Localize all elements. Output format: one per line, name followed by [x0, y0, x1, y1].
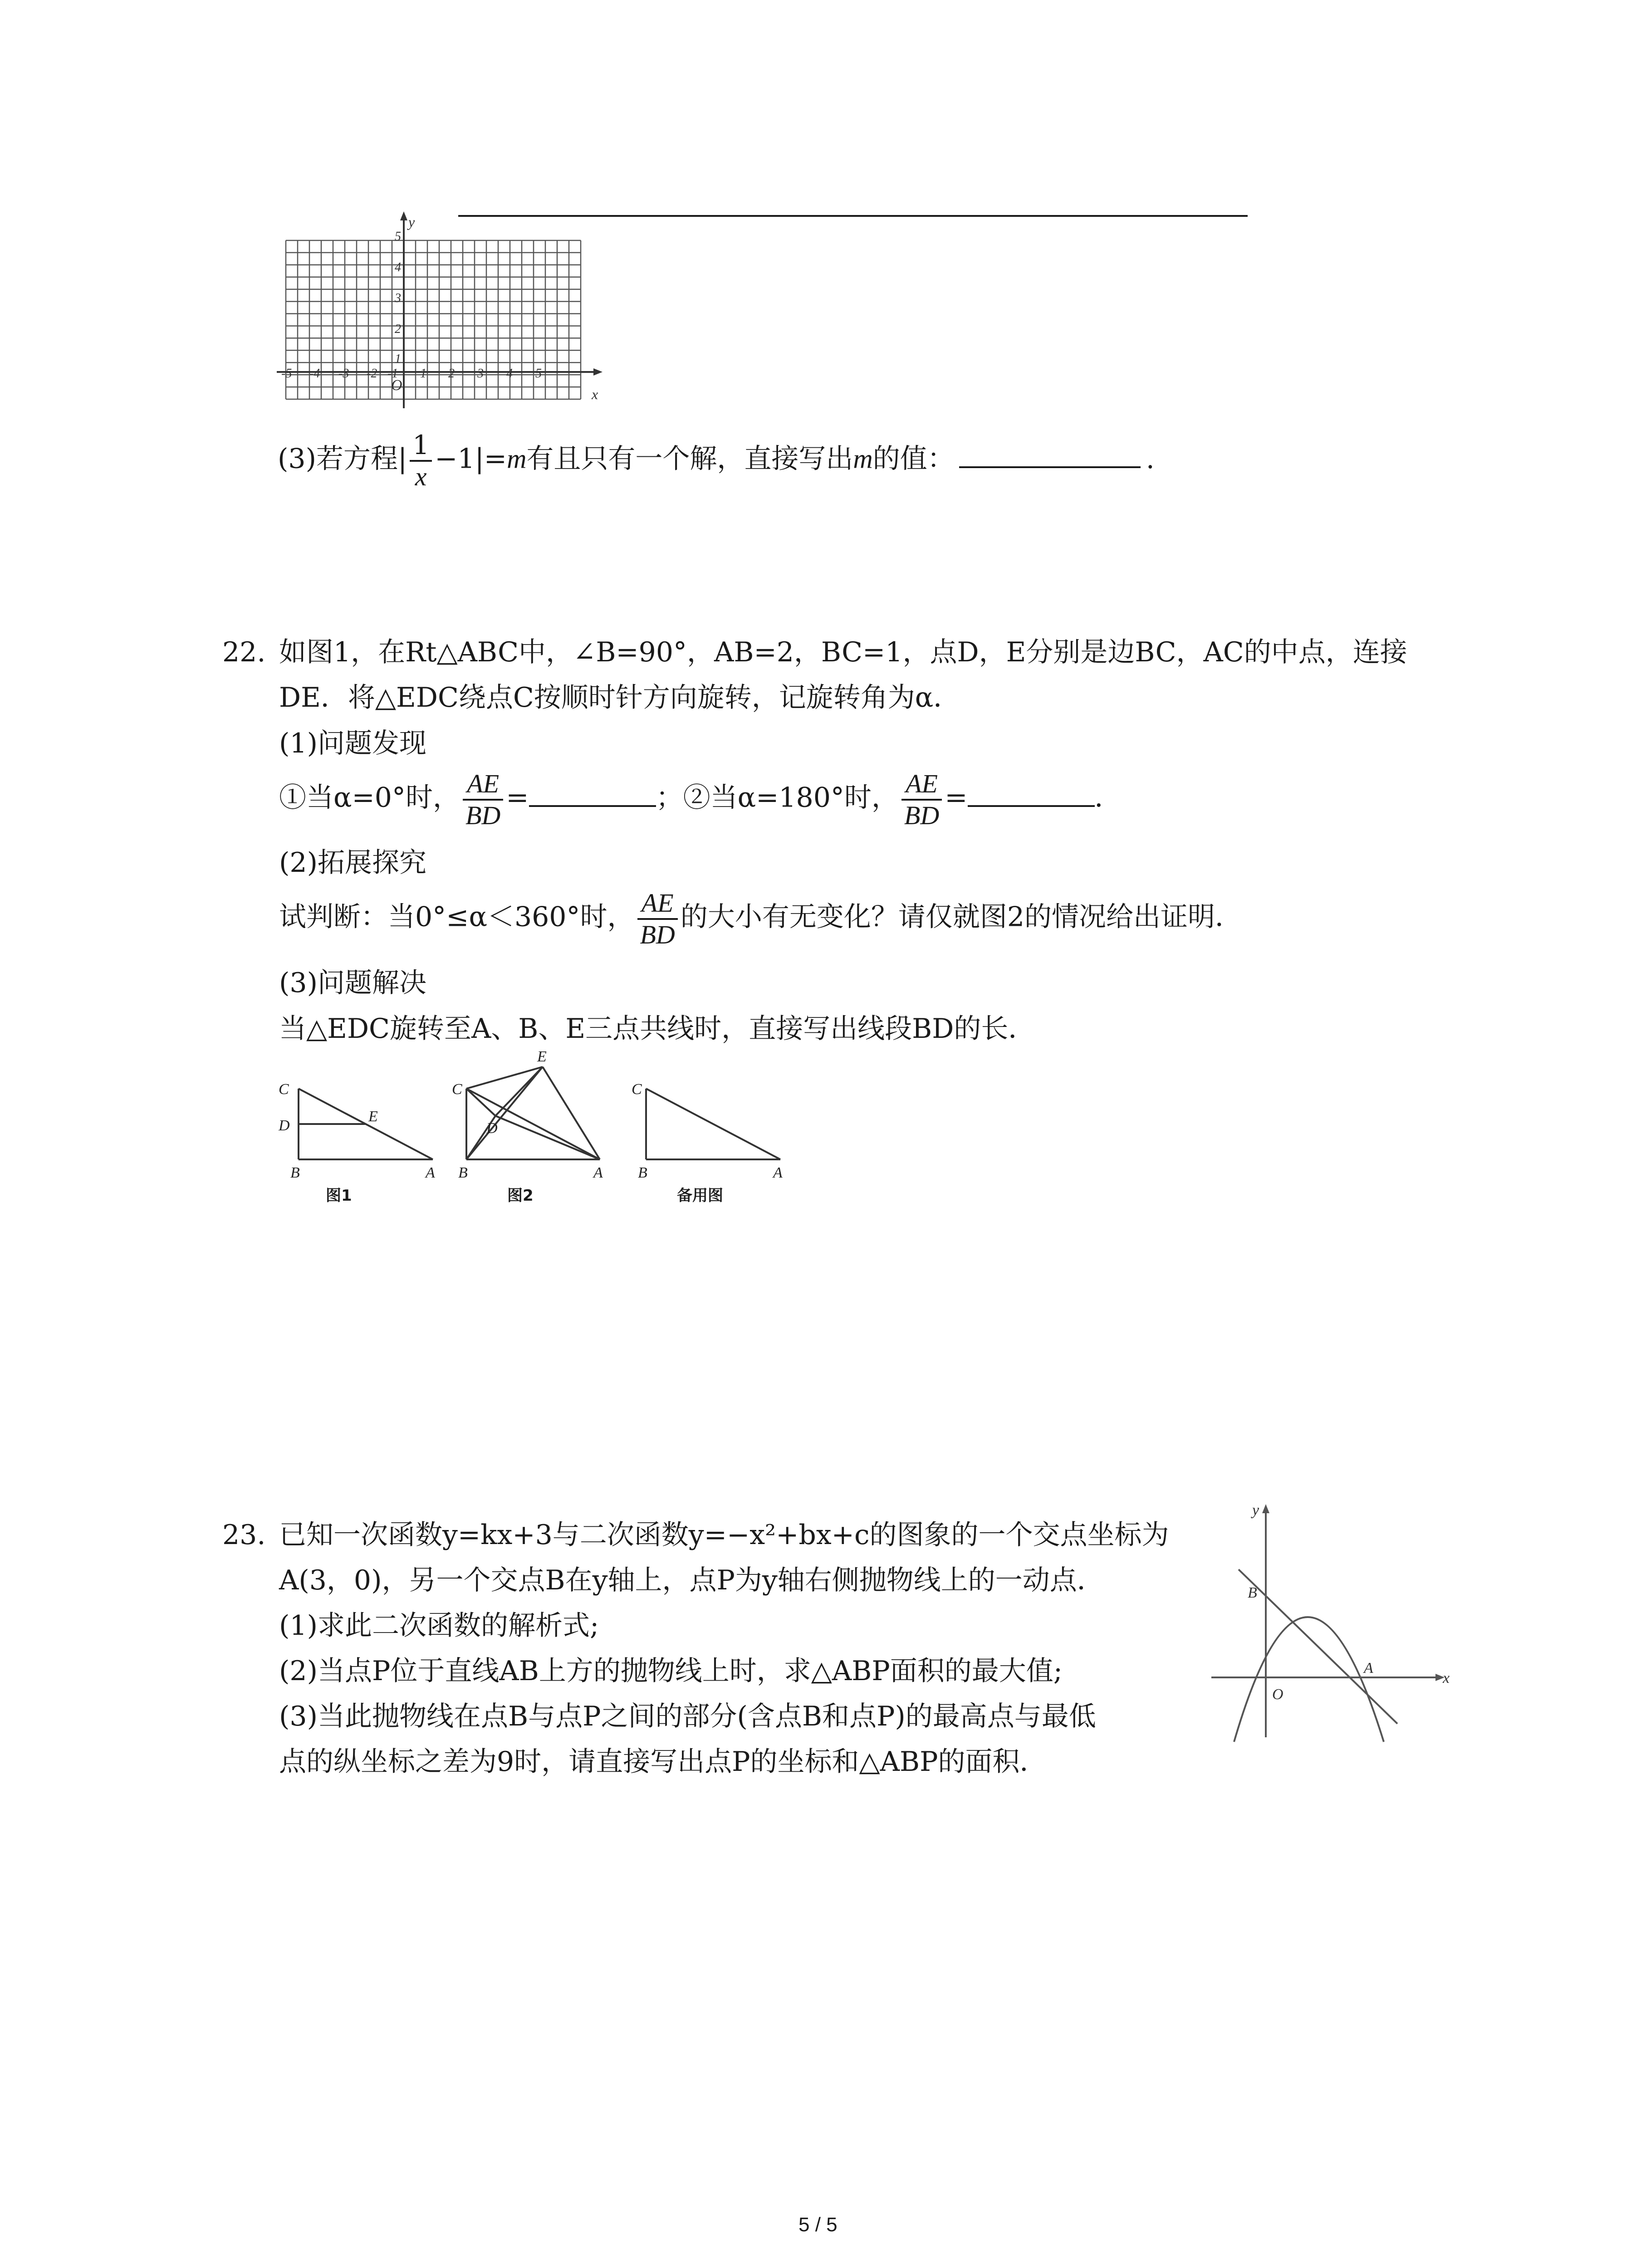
grid-y-tick-label: 2 — [395, 322, 401, 336]
fig3-side-ca — [646, 1089, 780, 1159]
fig2-label-b: B — [458, 1164, 468, 1181]
grid-x-tick-label: 4 — [506, 367, 513, 381]
fig2-label-c: C — [452, 1081, 462, 1098]
q23-parabola — [1234, 1617, 1384, 1742]
fig1-label-d: D — [279, 1117, 290, 1134]
q22-blank-1[interactable] — [529, 801, 656, 807]
q22-line1: 如图1，在Rt△ABC中，∠B=90°，AB=2，BC=1，点D，E分别是边BC，AC的中点，连接 — [279, 636, 1407, 668]
q23-part2: (2)当点P位于直线AB上方的抛物线上时，求△ABP面积的最大值; — [279, 1655, 1063, 1687]
fig1-label-a: A — [426, 1164, 435, 1181]
q23-line2: A(3，0)，另一个交点B在y轴上，点P为y轴右侧抛物线上的一动点． — [279, 1564, 1104, 1596]
fig1-caption: 图1 — [326, 1187, 352, 1205]
page-number: 5 / 5 — [798, 2214, 838, 2236]
fig3-label-a: A — [773, 1164, 783, 1181]
fig3-label-c: C — [632, 1081, 642, 1098]
grid-x-tick-label: 1 — [420, 367, 426, 381]
grid-x-tick-label: -4 — [309, 367, 320, 381]
x-axis-arrow — [593, 368, 603, 376]
q23-part1: (1)求此二次函数的解析式; — [279, 1610, 599, 1642]
q22-part1-title: (1)问题发现 — [279, 728, 426, 759]
q21-fraction: $\frac{1}{x}$ — [410, 430, 432, 492]
q22-fraction-c: $\frac{AE}{BD}$ — [637, 888, 678, 950]
q22-part1-line: ①当α=0°时， $\frac{AE}{BD}$ = ；②当α=180°时， $\frac{AE}{BD}$ = ． — [279, 769, 1122, 830]
q23-y-label: y — [1252, 1502, 1259, 1519]
q22-part2-title: (2)拓展探究 — [279, 847, 426, 879]
fig2-label-d: D — [486, 1120, 498, 1137]
q23-origin-label: O — [1272, 1686, 1283, 1703]
q23-part3-line2: 点的纵坐标之差为9时，请直接写出点P的坐标和△ABP的面积． — [279, 1746, 1047, 1778]
origin-label: O — [391, 377, 402, 394]
grid-x-tick-label: 2 — [448, 367, 455, 381]
q23-line1: 已知一次函数y=kx+3与二次函数y=−x²+bx+c的图象的一个交点坐标为 — [279, 1519, 1169, 1551]
grid-x-tick-label: -1 — [387, 367, 398, 381]
q23-line-ab — [1239, 1569, 1397, 1724]
fig3-caption: 备用图 — [677, 1187, 723, 1205]
fig3-label-b: B — [638, 1164, 647, 1181]
q21-answer-blank[interactable] — [959, 462, 1141, 468]
q22-fraction-b: $\frac{AE}{BD}$ — [901, 769, 942, 831]
grid-y-tick-label: 3 — [395, 291, 401, 305]
q23-x-label: x — [1443, 1670, 1450, 1686]
q22-part2-line: 试判断：当0°≤α＜360°时， $\frac{AE}{BD}$ 的大小有无变化？请仅就图2的情况给出证明． — [279, 888, 1243, 949]
y-axis-label: y — [408, 214, 415, 230]
grid-y-tick-label: 5 — [395, 230, 401, 244]
grid-x-tick-label: -3 — [338, 367, 349, 381]
y-axis-arrow — [400, 211, 407, 220]
q21-part3: (3)若方程| $\frac{1}{x}$ −1|=m有且只有一个解，直接写出m的值： . — [278, 430, 1155, 491]
grid-y-tick-label: 1 — [395, 352, 401, 366]
q22-part3-title: (3)问题解决 — [279, 967, 426, 999]
fig1-label-c: C — [279, 1081, 289, 1098]
coordinate-grid — [272, 209, 608, 417]
x-axis-label: x — [592, 386, 598, 402]
q23-part3-line1: (3)当此抛物线在点B与点P之间的部分(含点B和点P)的最高点与最低 — [279, 1701, 1096, 1732]
grid-x-tick-label: -2 — [367, 367, 377, 381]
grid-x-tick-label: 3 — [477, 367, 484, 381]
q22-number: 22. — [222, 636, 266, 668]
q23-a-label: A — [1364, 1660, 1373, 1677]
q22-fraction-a: $\frac{AE}{BD}$ — [463, 769, 503, 831]
fig2-segment-ea — [543, 1067, 600, 1159]
q23-y-arrow — [1262, 1504, 1269, 1513]
fig2-label-e: E — [537, 1048, 547, 1065]
q22-line2: DE．将△EDC绕点C按顺时针方向旋转，记旋转角为α． — [279, 682, 961, 714]
grid-x-tick-label: 5 — [535, 367, 542, 381]
fig2-segment-be — [466, 1067, 543, 1159]
grid-x-tick-label: -5 — [281, 367, 292, 381]
q22-blank-2[interactable] — [968, 801, 1095, 807]
fig2-caption: 图2 — [507, 1187, 534, 1205]
q23-number: 23. — [222, 1519, 266, 1551]
q23-b-label: B — [1248, 1584, 1257, 1601]
grid-y-tick-label: 4 — [395, 260, 401, 274]
fig1-label-e: E — [368, 1108, 378, 1125]
q22-part3-text: 当△EDC旋转至A、B、E三点共线时，直接写出线段BD的长． — [279, 1013, 1036, 1045]
q23-graph — [1207, 1497, 1461, 1751]
fig2-segment-ad — [495, 1116, 600, 1159]
fig1-label-b: B — [290, 1164, 300, 1181]
fig2-label-a: A — [593, 1164, 603, 1181]
